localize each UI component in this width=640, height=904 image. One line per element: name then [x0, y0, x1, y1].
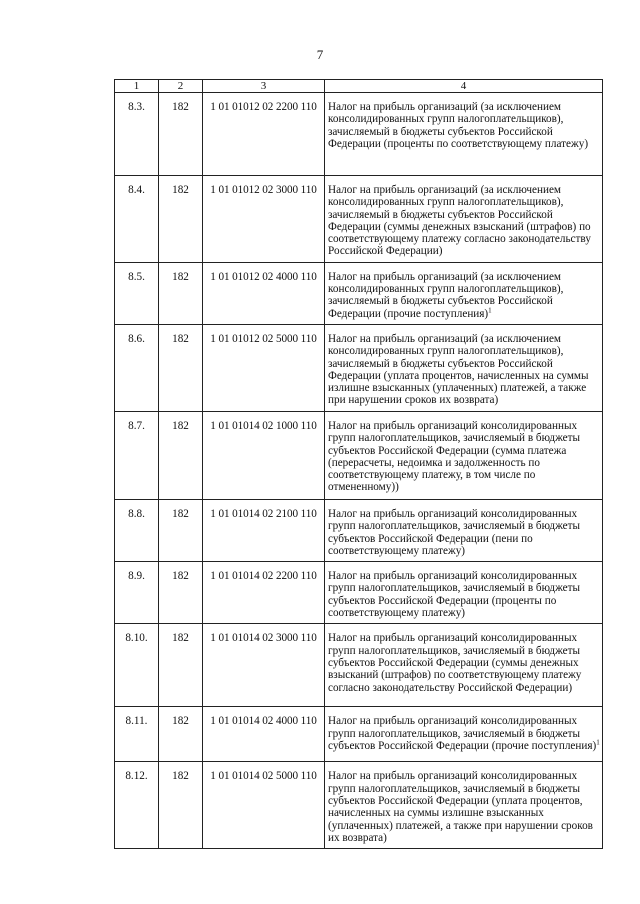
row-administrator-code-text: 182 [172, 715, 189, 728]
row-description-text: Налог на прибыль организаций (за исключением консолидированных групп налогоплательщиков), зачисляемый в бюджеты субъектов Российской Федерации (уплата процентов, начисленных на суммы излишне взысканных (уплаченных) платежей, а также при нарушении сроков их возврата) [328, 332, 589, 407]
column-header-2: 2 [159, 80, 203, 93]
row-budget-classification-code [203, 499, 325, 561]
row-number-text: 8.4. [128, 184, 145, 196]
row-description [325, 762, 603, 849]
row-number-text: 8.11. [125, 715, 148, 728]
row-description-text: Налог на прибыль организаций консолидированных групп налогоплательщиков, зачисляемый в бюджеты субъектов Российской Федерации (уплата процентов, начисленных на суммы излишне взысканных (уплаченных) платежей, а также при нарушении сроков их возврата) [328, 770, 593, 844]
row-administrator-code-text: 182 [172, 507, 189, 520]
row-budget-classification-code-text: 1 01 01014 02 3000 110 [210, 632, 317, 645]
row-administrator-code-text: 182 [172, 270, 189, 283]
row-budget-classification-code [203, 176, 325, 263]
table-row [115, 499, 603, 561]
row-number [115, 93, 159, 176]
table-row [115, 411, 603, 499]
table-row [115, 93, 603, 176]
row-administrator-code [159, 624, 203, 707]
row-administrator-code-text: 182 [172, 570, 189, 583]
page-number: 7 [316, 47, 324, 62]
row-budget-classification-code-text: 1 01 01014 02 2200 110 [210, 570, 317, 583]
row-administrator-code-text: 182 [172, 632, 189, 645]
row-description-text: Налог на прибыль организаций консолидированных групп налогоплательщиков, зачисляемый в бюджеты субъектов Российской Федерации (проценты по соответствующему платежу) [328, 570, 581, 620]
row-description [325, 624, 603, 707]
revenue-codes-table [114, 79, 603, 849]
table-row [115, 624, 603, 707]
row-administrator-code-text: 182 [172, 332, 189, 345]
row-number-text: 8.9. [128, 570, 145, 583]
row-administrator-code [159, 411, 203, 499]
row-budget-classification-code-text: 1 01 01012 02 5000 110 [210, 332, 317, 345]
row-number [115, 762, 159, 849]
row-administrator-code-text: 182 [172, 184, 189, 196]
footnote-marker: 1 [488, 305, 492, 314]
row-number-text: 8.10. [125, 632, 148, 645]
table-row [115, 762, 603, 849]
column-header-3: 3 [203, 80, 325, 93]
row-description-text: Налог на прибыль организаций (за исключением консолидированных групп налогоплательщиков), зачисляемый в бюджеты субъектов Российской Федерации (проценты по соответствующему платежу) [328, 101, 589, 150]
row-budget-classification-code-text: 1 01 01014 02 5000 110 [210, 770, 317, 783]
row-number-text: 8.5. [128, 270, 145, 283]
row-budget-classification-code-text: 1 01 01014 02 2100 110 [210, 507, 317, 520]
row-administrator-code-text: 182 [172, 101, 189, 113]
row-administrator-code-text: 182 [172, 770, 189, 783]
column-header-4: 4 [325, 80, 603, 93]
row-description [325, 707, 603, 762]
row-number [115, 707, 159, 762]
row-number [115, 176, 159, 263]
row-budget-classification-code-text: 1 01 01012 02 2200 110 [210, 101, 317, 113]
row-description-text: Налог на прибыль организаций консолидированных групп налогоплательщиков, зачисляемый в бюджеты субъектов Российской Федерации (пени по соответствующему платежу) [328, 507, 581, 557]
row-description [325, 562, 603, 624]
column-header-1: 1 [115, 80, 159, 93]
table-row [115, 262, 603, 324]
row-number-text: 8.8. [128, 507, 145, 520]
row-budget-classification-code [203, 93, 325, 176]
row-description-text: Налог на прибыль организаций консолидированных групп налогоплательщиков, зачисляемый в бюджеты субъектов Российской Федерации (сумма платежа (перерасчеты, недоимка и задолженность по соответствующему платежу, в том числе по отмененному)) [328, 419, 581, 494]
row-description [325, 499, 603, 561]
row-administrator-code [159, 93, 203, 176]
row-budget-classification-code [203, 707, 325, 762]
row-administrator-code [159, 324, 203, 411]
row-description [325, 324, 603, 411]
row-number [115, 324, 159, 411]
row-administrator-code [159, 707, 203, 762]
row-budget-classification-code [203, 624, 325, 707]
row-budget-classification-code [203, 762, 325, 849]
table-header-row [115, 80, 603, 93]
table-row [115, 562, 603, 624]
row-budget-classification-code-text: 1 01 01014 02 4000 110 [210, 715, 317, 728]
row-budget-classification-code [203, 324, 325, 411]
row-number [115, 499, 159, 561]
row-description-text: Налог на прибыль организаций (за исключением консолидированных групп налогоплательщиков), зачисляемый в бюджеты субъектов Российской Федерации (суммы денежных взысканий (штрафов) по соответствующему платежу согласно законодательству Российской Федерации) [328, 184, 591, 258]
row-number [115, 262, 159, 324]
row-number-text: 8.7. [128, 419, 145, 432]
row-administrator-code-text: 182 [172, 419, 189, 432]
row-administrator-code [159, 499, 203, 561]
row-description-text: Налог на прибыль организаций консолидированных групп налогоплательщиков, зачисляемый в бюджеты субъектов Российской Федерации (суммы денежных взысканий (штрафов) по соответствующему платежу согласно законодательству Российской Федерации) [328, 632, 582, 694]
row-administrator-code [159, 562, 203, 624]
row-description [325, 93, 603, 176]
row-budget-classification-code-text: 1 01 01012 02 4000 110 [210, 270, 317, 283]
footnote-marker: 1 [596, 738, 600, 747]
row-budget-classification-code-text: 1 01 01014 02 1000 110 [210, 419, 317, 432]
row-number [115, 562, 159, 624]
row-description-text: Налог на прибыль организаций консолидированных групп налогоплательщиков, зачисляемый в бюджеты субъектов Российской Федерации (прочие поступления) [328, 715, 597, 752]
row-budget-classification-code-text: 1 01 01012 02 3000 110 [210, 184, 317, 196]
row-budget-classification-code [203, 262, 325, 324]
row-number-text: 8.3. [128, 101, 145, 113]
row-budget-classification-code [203, 411, 325, 499]
row-administrator-code [159, 762, 203, 849]
row-number-text: 8.6. [128, 332, 145, 345]
row-administrator-code [159, 176, 203, 263]
table-row [115, 707, 603, 762]
row-administrator-code [159, 262, 203, 324]
row-description [325, 411, 603, 499]
row-number [115, 411, 159, 499]
table-row [115, 324, 603, 411]
row-number [115, 624, 159, 707]
row-number-text: 8.12. [125, 770, 148, 783]
row-description [325, 262, 603, 324]
row-budget-classification-code [203, 562, 325, 624]
table-row [115, 176, 603, 263]
row-description-text: Налог на прибыль организаций (за исключением консолидированных групп налогоплательщиков), зачисляемый в бюджеты субъектов Российской Федерации (прочие поступления) [328, 270, 564, 320]
row-description [325, 176, 603, 263]
